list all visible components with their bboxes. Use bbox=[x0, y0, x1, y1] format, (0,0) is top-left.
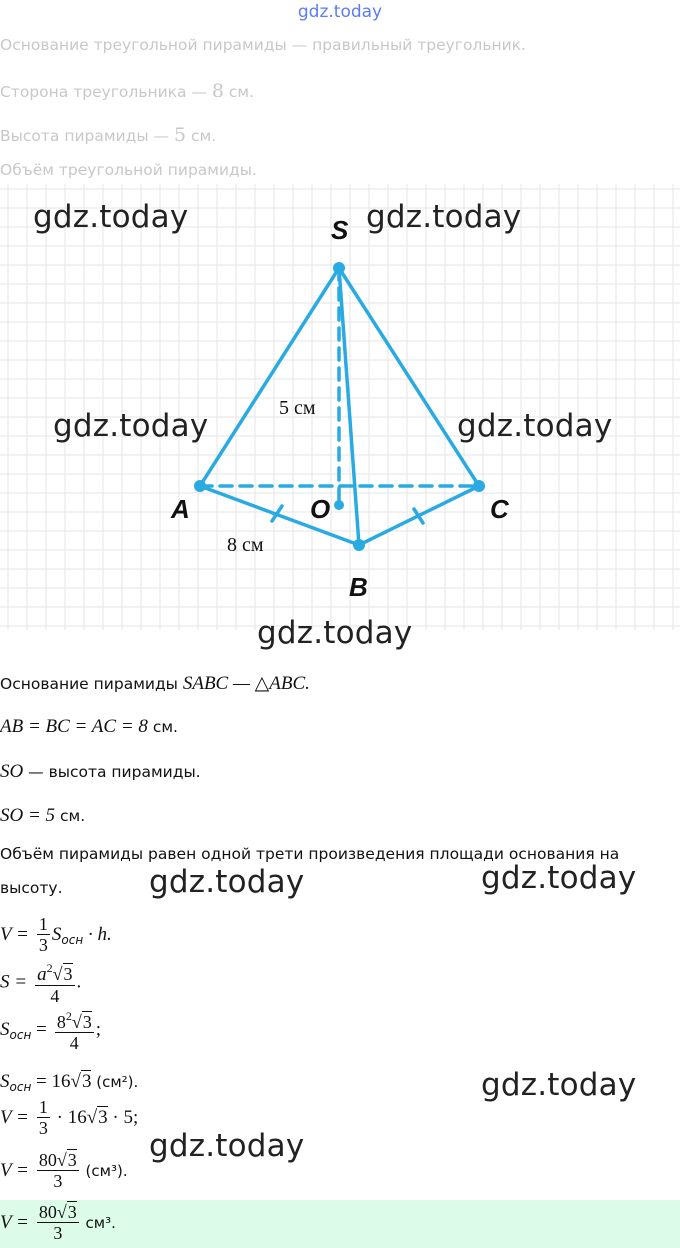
formula-volume-general bbox=[0, 914, 112, 955]
formula-subscript: осн bbox=[61, 933, 84, 947]
watermark: gdz.today bbox=[149, 864, 305, 900]
watermark: gdz.today bbox=[366, 199, 522, 235]
fraction bbox=[37, 1202, 79, 1243]
formula-volume-result bbox=[0, 1150, 128, 1191]
sqrt-sign: √ bbox=[86, 1107, 98, 1128]
fraction-denominator: 4 bbox=[55, 1032, 94, 1053]
vertex-S bbox=[333, 262, 345, 274]
formula-tail-b: · 5; bbox=[107, 1107, 139, 1128]
formula-area-substituted bbox=[0, 1006, 101, 1053]
num-exponent: 2 bbox=[46, 961, 53, 975]
fraction-numerator: 1 bbox=[38, 914, 48, 934]
solution-line-4-math: SO = 5 bbox=[0, 805, 56, 826]
fraction-numerator bbox=[37, 1150, 79, 1170]
watermark: gdz.today bbox=[481, 1067, 637, 1103]
problem-line-2-num: 8 bbox=[211, 80, 224, 102]
formula-tail-a: · 16 bbox=[51, 1107, 87, 1128]
label-S: S bbox=[331, 215, 349, 245]
sqrt-value: 3 bbox=[81, 1071, 92, 1092]
formula-term: S bbox=[51, 924, 62, 945]
solution-line-5a: Объём пирамиды равен одной трети произведения площади основания на bbox=[0, 845, 620, 863]
formula-tail: ; bbox=[95, 1019, 101, 1040]
num-base: 8 bbox=[56, 1012, 66, 1032]
formula-lhs-S: S bbox=[0, 1071, 10, 1092]
fraction-denominator: 4 bbox=[35, 985, 74, 1006]
label-O: O bbox=[310, 494, 331, 524]
solution-line-3-math: SO bbox=[0, 761, 24, 782]
sqrt-value: 3 bbox=[82, 1012, 92, 1032]
solution-line-1-text: Основание пирамиды bbox=[0, 675, 183, 693]
solution-line-1-math: SABC — △ABC. bbox=[182, 673, 310, 694]
fraction-numerator: 1 bbox=[38, 1097, 48, 1117]
formula-tail: . bbox=[76, 971, 82, 993]
problem-line-2-post: см. bbox=[223, 83, 255, 101]
solution-line-2-unit: см. bbox=[147, 718, 178, 736]
sqrt-sign: √ bbox=[70, 1071, 81, 1092]
num-value: 80 bbox=[38, 1202, 57, 1222]
vertex-B bbox=[353, 539, 365, 551]
solution-line-2 bbox=[0, 716, 178, 738]
fraction-denominator: 3 bbox=[38, 935, 48, 955]
formula-lhs: V = bbox=[0, 924, 29, 945]
edge-AB bbox=[200, 486, 359, 545]
watermark: gdz.today bbox=[149, 1128, 305, 1164]
formula-subscript: осн bbox=[9, 1080, 32, 1094]
fraction bbox=[55, 1006, 94, 1053]
label-B: B bbox=[349, 572, 368, 602]
formula-unit: см³. bbox=[80, 1214, 116, 1232]
site-title[interactable]: gdz.today bbox=[297, 2, 383, 22]
sqrt-value: 3 bbox=[67, 1150, 77, 1170]
watermark: gdz.today bbox=[457, 408, 613, 444]
problem-line-3-pre: Высота пирамиды — bbox=[0, 127, 174, 145]
formula-subscript: осн bbox=[9, 1028, 32, 1042]
vertex-C bbox=[473, 480, 485, 492]
formula-volume-substituted bbox=[0, 1097, 138, 1138]
vertex-A bbox=[194, 480, 206, 492]
side-label: 8 см bbox=[227, 534, 264, 556]
problem-line-3-post: см. bbox=[186, 127, 217, 145]
formula-unit: (см²). bbox=[91, 1073, 139, 1091]
watermark: gdz.today bbox=[257, 615, 413, 651]
fraction bbox=[37, 1150, 79, 1191]
formula-area-general bbox=[0, 958, 81, 1006]
formula-eq: = bbox=[31, 1019, 47, 1040]
sqrt-value: 3 bbox=[67, 1202, 77, 1222]
solution-line-3 bbox=[0, 761, 201, 783]
formula-lhs: V = bbox=[0, 1212, 29, 1233]
sqrt-sign: √ bbox=[71, 1012, 82, 1032]
sqrt-sign: √ bbox=[56, 1150, 67, 1170]
formula-answer bbox=[0, 1202, 116, 1243]
num-exponent: 2 bbox=[65, 1009, 72, 1023]
formula-area-result bbox=[0, 1070, 138, 1094]
fraction-numerator bbox=[35, 958, 74, 985]
label-C: C bbox=[490, 494, 509, 524]
num-a: a bbox=[37, 964, 47, 985]
edge-SC bbox=[339, 268, 479, 486]
fraction bbox=[35, 958, 74, 1006]
point-O bbox=[334, 500, 344, 510]
problem-line-3-num: 5 bbox=[173, 124, 187, 146]
sqrt-sign: √ bbox=[52, 964, 63, 984]
problem-line-2 bbox=[0, 80, 254, 102]
sqrt-value: 3 bbox=[63, 964, 73, 984]
sqrt-value: 3 bbox=[98, 1107, 108, 1128]
fraction bbox=[37, 1097, 50, 1138]
sqrt-sign: √ bbox=[56, 1202, 67, 1222]
solution-line-5b: высоту. bbox=[0, 879, 63, 897]
fraction-denominator: 3 bbox=[37, 1222, 79, 1243]
fraction bbox=[37, 914, 50, 955]
watermark: gdz.today bbox=[481, 860, 637, 896]
problem-line-4: Объём треугольной пирамиды. bbox=[0, 161, 257, 179]
solution-line-4-unit: см. bbox=[55, 807, 86, 825]
solution-line-2-math: AB = BC = AC = 8 bbox=[0, 716, 148, 737]
fraction-numerator bbox=[55, 1006, 94, 1032]
solution-line-1 bbox=[0, 672, 310, 695]
num-value: 80 bbox=[38, 1150, 57, 1170]
edge-SA bbox=[200, 268, 339, 486]
formula-lhs: S = bbox=[0, 971, 28, 993]
problem-line-2-pre: Сторона треугольника — bbox=[0, 83, 212, 101]
formula-unit: (см³). bbox=[80, 1162, 128, 1180]
fraction-denominator: 3 bbox=[37, 1170, 79, 1191]
formula-lhs: V = bbox=[0, 1160, 29, 1181]
formula-eq: = 16 bbox=[31, 1071, 71, 1092]
fraction-numerator bbox=[37, 1202, 79, 1222]
fraction-denominator: 3 bbox=[38, 1118, 48, 1138]
solution-line-4 bbox=[0, 805, 85, 827]
problem-line-3 bbox=[0, 124, 216, 146]
formula-lhs: V = bbox=[0, 1107, 29, 1128]
watermark: gdz.today bbox=[33, 199, 189, 235]
formula-lhs-S: S bbox=[0, 1019, 10, 1040]
height-label: 5 см bbox=[279, 397, 316, 419]
label-A: A bbox=[171, 494, 190, 524]
pyramid-figure bbox=[0, 184, 680, 630]
formula-tail: · h. bbox=[83, 924, 112, 945]
watermark: gdz.today bbox=[53, 408, 209, 444]
problem-line-1: Основание треугольной пирамиды — правильный треугольник. bbox=[0, 36, 526, 54]
solution-line-3-text: — высота пирамиды. bbox=[23, 763, 201, 781]
